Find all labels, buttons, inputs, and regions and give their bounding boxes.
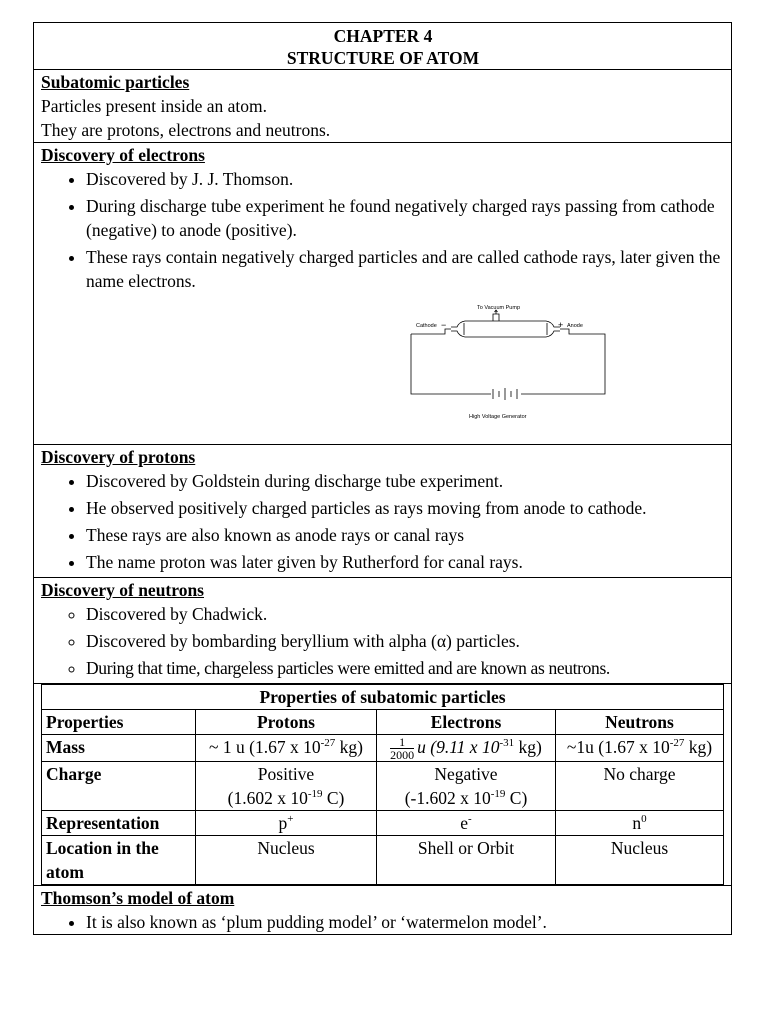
list-item: • The name proton was later given by Rutherford for canal rays. [86, 550, 725, 574]
table-row [42, 836, 724, 885]
mass-protons-text: ~ 1 u (1.67 x 10 [209, 737, 321, 757]
location-neutrons: Nucleus [556, 836, 724, 885]
electrons-heading: Discovery of electrons [41, 145, 205, 165]
rep-protons-sup: + [287, 813, 294, 826]
protons-list [41, 469, 725, 574]
charge-protons-line1: Positive [257, 764, 315, 785]
rep-electrons-base: e [460, 813, 469, 834]
charge-electrons-exp: -19 [490, 788, 506, 801]
mass-protons-exp: -27 [320, 737, 336, 750]
mass-neutrons [556, 735, 724, 762]
mass-electrons [377, 735, 556, 762]
generator-label: High Voltage Generator [469, 414, 527, 420]
location-electrons: Shell or Orbit [377, 836, 556, 885]
charge-electrons-line1: Negative [434, 764, 498, 785]
representation-neutrons [556, 811, 724, 836]
table-row [42, 811, 724, 836]
tube-bottom [451, 331, 560, 337]
electrons-list [41, 167, 725, 293]
mass-label: Mass [42, 735, 196, 762]
list-item: • It is also known as ‘plum pudding model’ or ‘watermelon model’. [86, 910, 725, 934]
subatomic-section [34, 70, 731, 143]
charge-protons-unit: C) [322, 788, 345, 809]
thomson-list [41, 910, 725, 934]
table-caption: Properties of subatomic particles [42, 685, 724, 710]
subatomic-line-2: They are protons, electrons and neutrons. [41, 120, 331, 140]
list-item: • During discharge tube experiment he found negatively charged rays passing from cathode (negative) to anode (positive). [86, 194, 725, 242]
charge-electrons-unit: C) [505, 788, 528, 809]
charge-neutrons: No charge [556, 762, 724, 811]
anode-label: Anode [567, 323, 583, 329]
list-item: • These rays contain negatively charged particles and are called cathode rays, later given the name electrons. [86, 245, 725, 293]
charge-electrons [377, 762, 556, 811]
mass-neutrons-text: ~1u (1.67 x 10 [566, 737, 670, 757]
list-item: ◦ Discovered by bombarding beryllium with alpha (α) particles. [86, 629, 725, 653]
subatomic-heading: Subatomic particles [41, 72, 190, 92]
vacuum-pump-label: To Vacuum Pump [477, 305, 521, 311]
mass-neutrons-unit: kg) [684, 737, 713, 757]
mass-electrons-text: u (9.11 x 10 [417, 737, 500, 757]
mass-electrons-exp: -31 [499, 737, 515, 750]
protons-heading: Discovery of protons [41, 447, 196, 467]
chapter-number: CHAPTER 4 [333, 26, 433, 46]
thomson-section [34, 886, 731, 934]
table-row [42, 762, 724, 811]
mass-neutrons-exp: -27 [669, 737, 685, 750]
discharge-tube-diagram [41, 296, 725, 444]
cathode-label: Cathode [416, 323, 437, 329]
representation-label: Representation [42, 811, 196, 836]
charge-protons [196, 762, 377, 811]
rep-protons-base: p [278, 813, 288, 834]
neutrons-section [34, 578, 731, 684]
plus-sign: + [558, 320, 564, 330]
location-protons: Nucleus [196, 836, 377, 885]
discharge-tube-svg [409, 304, 639, 422]
neutrons-list [41, 602, 725, 680]
list-item: ◦ During that time, chargeless particles were emitted and are known as neutrons. [86, 656, 725, 680]
rep-electrons-sup: - [468, 813, 472, 826]
chapter-title-section [34, 23, 731, 70]
list-item: • Discovered by J. J. Thomson. [86, 167, 725, 191]
charge-electrons-text: (-1.602 x 10 [404, 788, 491, 809]
mass-protons [196, 735, 377, 762]
properties-table-section [34, 684, 731, 886]
thomson-heading: Thomson’s model of atom [41, 888, 235, 909]
mass-electrons-unit: kg) [514, 737, 542, 757]
subatomic-line-1: Particles present inside an atom. [41, 96, 267, 116]
charge-protons-exp: -19 [307, 788, 323, 801]
circuit-right-wire [521, 329, 605, 394]
circuit-left-wire [411, 334, 491, 394]
location-label: Location in the atom [42, 836, 196, 885]
rep-neutrons-base: n [632, 813, 642, 834]
cathode-wire [411, 329, 451, 334]
table-row [42, 735, 724, 762]
chapter-title: STRUCTURE OF ATOM [286, 48, 480, 68]
header-electrons: Electrons [377, 710, 556, 735]
battery-icon [493, 388, 517, 400]
fraction-numerator: 1 [390, 736, 414, 749]
header-protons: Protons [196, 710, 377, 735]
protons-section [34, 445, 731, 578]
charge-label: Charge [42, 762, 196, 811]
representation-protons [196, 811, 377, 836]
header-properties: Properties [42, 710, 196, 735]
header-neutrons: Neutrons [556, 710, 724, 735]
table-header-row [42, 710, 724, 735]
minus-sign: − [441, 320, 447, 330]
properties-table [41, 684, 724, 885]
vacuum-pipe [493, 314, 499, 321]
list-item: • Discovered by Goldstein during discharge tube experiment. [86, 469, 725, 493]
neutrons-heading: Discovery of neutrons [41, 580, 204, 600]
mass-electrons-fraction [390, 736, 414, 761]
rep-neutrons-sup: 0 [641, 813, 647, 826]
notes-page [33, 22, 732, 935]
tube-top [451, 321, 560, 327]
charge-protons-text: (1.602 x 10 [227, 788, 308, 809]
list-item: • He observed positively charged particles as rays moving from anode to cathode. [86, 496, 725, 520]
representation-electrons [377, 811, 556, 836]
fraction-denominator: 2000 [390, 748, 415, 763]
list-item: ◦ Discovered by Chadwick. [86, 602, 725, 626]
mass-protons-unit: kg) [335, 737, 363, 757]
list-item: • These rays are also known as anode rays or canal rays [86, 523, 725, 547]
electrons-section [34, 143, 731, 445]
